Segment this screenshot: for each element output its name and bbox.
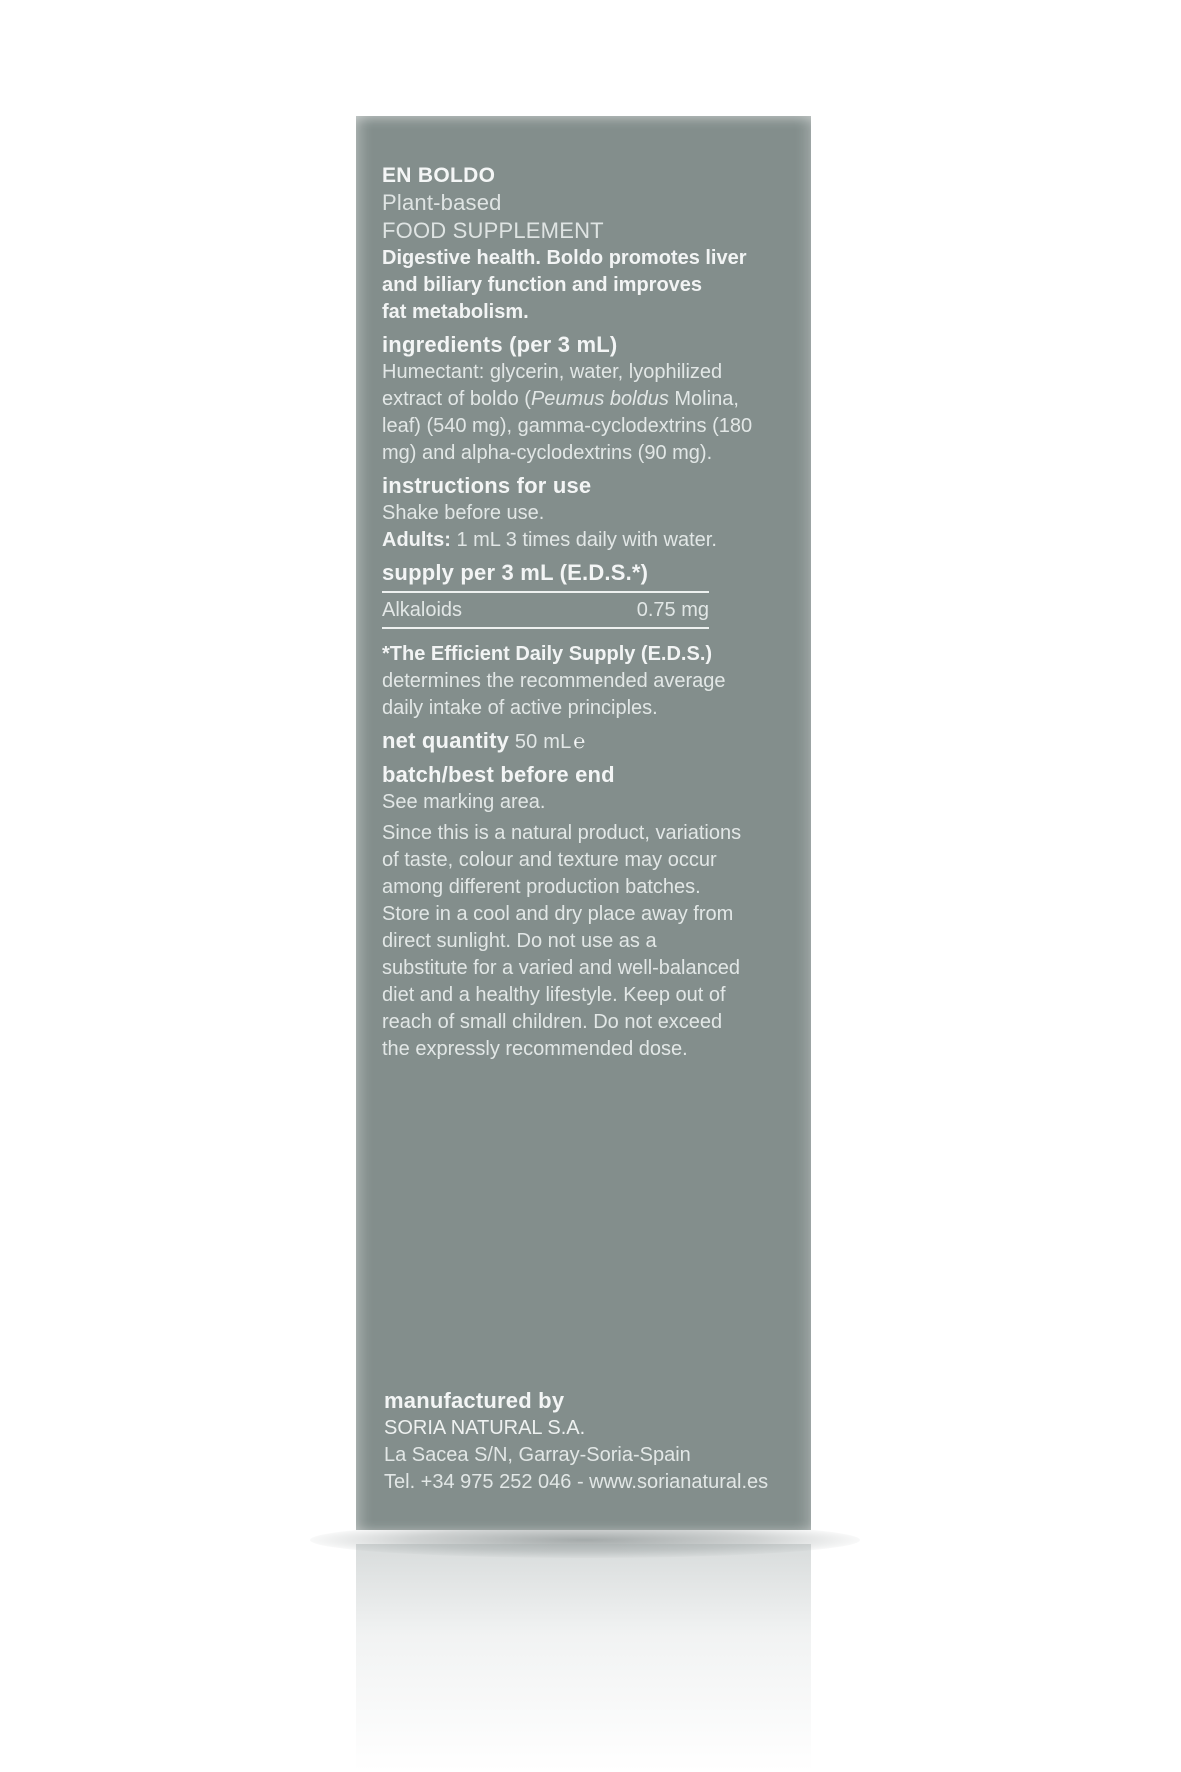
warning-line: reach of small children. Do not exceed (382, 1011, 723, 1033)
warnings-block (382, 820, 782, 1063)
warning-line: diet and a healthy lifestyle. Keep out of (382, 984, 726, 1006)
manufacturer-name: SORIA NATURAL S.A. (384, 1417, 586, 1439)
warning-line: substitute for a varied and well-balanced (382, 957, 740, 979)
net-quantity (382, 727, 782, 756)
ingredients-line1: Humectant: glycerin, water, lyophilized (382, 361, 723, 383)
warning-line: Store in a cool and dry place away from (382, 903, 734, 925)
supply-table-row (382, 591, 709, 629)
box-reflection (356, 1544, 811, 1772)
warning-line: among different production batches. (382, 876, 701, 898)
ingredients-line4: mg) and alpha-cyclodextrins (90 mg). (382, 442, 713, 464)
instructions-line1: Shake before use. (382, 502, 545, 524)
eds-note-line2: determines the recommended average (382, 670, 726, 692)
manufacturer-block (384, 1382, 804, 1496)
warning-line: the expressly recommended dose. (382, 1038, 688, 1060)
supply-row-label: Alkaloids (382, 599, 463, 621)
product-claim-line3: fat metabolism. (382, 301, 529, 323)
batch-heading: batch/best before end (382, 762, 615, 787)
net-quantity-value: 50 mL (509, 731, 572, 753)
ingredients-line3: leaf) (540 mg), gamma-cyclodextrins (180 (382, 415, 753, 437)
ingredients-heading: ingredients (per 3 mL) (382, 332, 618, 357)
instructions-adults (382, 527, 782, 554)
instructions-heading: instructions for use (382, 473, 592, 498)
warning-line: of taste, colour and texture may occur (382, 849, 717, 871)
batch-text: See marking area. (382, 791, 546, 813)
supply-row-value: 0.75 mg (636, 599, 709, 621)
eds-note (382, 641, 782, 722)
ingredients-line2-b: Molina, (668, 388, 739, 410)
product-type-line1: Plant-based (382, 190, 502, 215)
product-claim-line2: and biliary function and improves (382, 274, 703, 296)
ingredients-line2-a: extract of boldo ( (382, 388, 531, 410)
warning-line: Since this is a natural product, variations (382, 822, 742, 844)
eds-note-line1: *The Efficient Daily Supply (E.D.S.) (382, 643, 713, 665)
manufacturer-contact: Tel. +34 975 252 046 - www.sorianatural.es (384, 1471, 769, 1493)
product-type-line2: FOOD SUPPLEMENT (382, 218, 604, 243)
estimated-sign-icon: ℮ (573, 731, 586, 753)
adults-label: Adults: (382, 529, 451, 551)
manufacturer-address: La Sacea S/N, Garray-Soria-Spain (384, 1444, 691, 1466)
net-quantity-label: net quantity (382, 728, 510, 753)
product-box-back-panel (356, 116, 811, 1530)
adults-text: 1 mL 3 times daily with water. (450, 529, 717, 551)
product-brand: EN BOLDO (382, 164, 496, 187)
manufacturer-heading: manufactured by (384, 1388, 565, 1413)
ingredients-line2 (382, 386, 782, 413)
label-content (382, 162, 782, 1063)
warning-line: direct sunlight. Do not use as a (382, 930, 657, 952)
ingredients-latin-name: Peumus boldus (530, 388, 669, 410)
supply-heading: supply per 3 mL (E.D.S.*) (382, 560, 649, 585)
product-claim-line1: Digestive health. Boldo promotes liver (382, 247, 747, 269)
eds-note-line3: daily intake of active principles. (382, 697, 658, 719)
